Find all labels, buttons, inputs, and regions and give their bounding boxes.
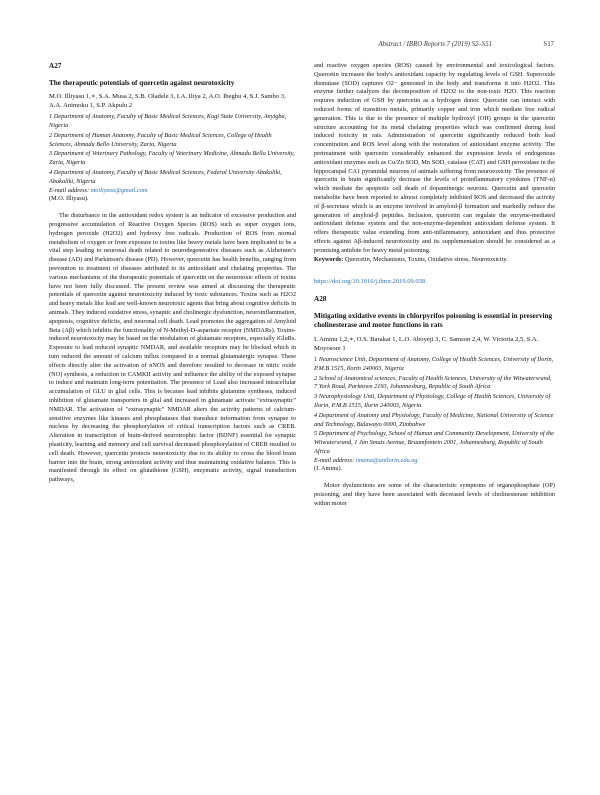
affiliation: 3 Department of Veterinary Pathology, Faculty of Veterinary Medicine, Ahmadu Bello University, Zaria, Nigeria [49,150,295,167]
corresponding-author: (M.O. Illiyasu). [49,195,89,203]
email-line [49,187,296,196]
page-number: S17 [543,41,554,48]
abstract-body: The disturbance in the antioxidant redox system is an indicator of excessive production and progressive accumulation of Reactive Oxygen Species (ROS) such as super oxygen ions, hydrogen peroxide (H2O2) and hydroxy free radicals. Production of ROS from normal metabolism of oxygen or from exposure to toxins like heavy metals have been implicated to be a vital step leading to neuronal death related to neurodegenerative diseases such as Alzheimer's disease (AD) and Parkinson's disease (PD). However, quercetin has health benefits, ranging from prevention to treatment of diseases attributed to its antioxidant and chelating properties. The various mechanisms of the therapeutic potentials of quercetin on the neurotoxic effects of toxins have not been fully discussed. The present review was aimed at discussing the therapeutic potentials of quercetin against neurotoxicity induced by toxic substances. Toxins such as H2O2 and heavy metals like lead are well-known neurotoxic agents that bring about cognitive deficits in animals. They induced oxidative stress, synaptic and cholinergic dysfunction, neuroinflammation, apoptosis, cognitive deficits, and neuronal cell death. Lead promotes the aggregation of Amyloid Beta (Aβ) which inhibits the functionality of N-Methyl-D-aspartate receptor (NMDARs). Toxins-induced neurotoxicity may be based on the modulation of glutamate receptors, especially iGluRs. Exposure to lead reduced synaptic NMDAR, and available receptors may be blocked which in turn reduced the amount of calcium influx compared to a normal glutamatergic synapse. These effects directly alter the activation of nNOS and therefore resulted to decrease in nitric oxide (NO) synthesis, a reduction in CAMKII activity and influence the ability of the exposed synapse to induce and maintain long-term potentiation. The presence of Lead also increased intracellular accumulation of GLU in glial cells. This is because lead inhibits glutamine syntheses, induced inhibition of glutamate transporters in glial and increased in glutamate activate "extrasynaptic" NMDAR. The activation of "extrasynaptic" NMDAR alters the activity patterns of calcium-sensitive enzymes like kinases and phosphatases that transduce information from synapse to nucleus by decreasing the phosphorylation of critical transcription factors such as CREB. Alteration in transcription of brain-derived neurotrophic factor (BDNF) essential for synaptic plasticity, learning and memory and cell survival decreased phosphorylation of CREB resulted to cell death. However, quercetin protects neurotoxicity due to its ability to cross the blood brain barrier into the brain, strong antioxidant activity and thus maintaining oxidative balance. This is manifested through its effect on glutathione (GSH), enzymatic activity, signal transduction pathways, [49,212,296,484]
email-link[interactable]: moiliyasu@gmail.com [90,186,148,194]
left-column [49,62,296,485]
email-label: E-mail address: [314,456,356,464]
right-column [314,62,555,509]
affiliation: 4 Department of Anatomy, Faculty of Basic Medical Sciences, Federal University Abakaliki, Abakaliki, Nigeria [49,169,282,185]
abstract-code: A28 [314,295,327,304]
abstract-code: A27 [49,62,62,70]
doi-link[interactable]: https://doi.org/10.1016/j.ibror.2019.09.038 [314,278,426,286]
affiliation: 2 Department of Human Anatomy, Faculty of Basic Medical Sciences, College of Health Sciences, Ahmadu Bello University, Zaria, Nigeria [49,131,272,148]
email-link[interactable]: imama@unilorin.edu.ng [355,456,418,464]
affiliation: 5 Department of Psychology, School of Human and Community Development, University of the Witwatersrand, 1 Jan Smuts Avenue, Braamfontein 2001, Johannesburg, Republic of South Africa [314,430,554,455]
affiliation: 2 School of Anatomical sciences, Faculty of Health Sciences, University of the Witwatersrand, 7 York Road, Parktown 2193, Johannesburg, Republic of South Africa [314,374,552,391]
author-list: I. Aminu 1,2,∗, O.S. Barakat 1, L.O. Aboyeji 3, C. Samson 2,4, W. Victoria 2,5, S.A. Moyosore 1 [314,335,539,352]
affiliation: 3 Neurophysiology Unit, Department of Physiology, College of Health Sciences, University of Ilorin, P.M.B 1515, Ilorin 240003, Nigeria [314,393,551,409]
abstract-title: The therapeutic potentials of quercetin against neurotoxicity [49,78,235,87]
abstract-body: Motor dysfunctions are some of the characteristic symptoms of organophosphate (OP) poisoning, and they have been associated with decreased levels of cholinesterase inhibition within motor [314,482,555,507]
email-label: E-mail address: [49,186,91,194]
author-list: M.O. Illiyasu 1,∗, S.A. Musa 2, S.B. Oladele 3, I.A. Iliya 2, A.O. Ibegbu 4, S.J. Sambo 3, A.A. Animoku 1, S.P. Akpulu 2 [49,93,286,110]
abstract-title: Mitigating oxidative events in chlorpyrifos poisoning is essential in preserving cholinesterase and motor functions in rats [314,311,553,330]
affiliation: 1 Department of Anatomy, Faculty of Basic Medical Sciences, Kogi State University, Anyigba, Nigeria [49,113,287,130]
keywords-label: Keywords: [314,255,344,263]
running-header [49,41,554,55]
affiliation: 4 Department of Anatomy and Physiology, Faculty of Medicine, National University of Science and Technology, Bulawayo 0000, Zimbabwe [314,411,554,428]
journal-citation: Abstract / IBRO Reports 7 (2019) S2–S51 [378,41,492,48]
abstract-body-continued: and reactive oxygen species (ROS) caused by environmental and toxicological factors. Quercetin increases the body's antioxidant capacity by regulating levels of GSH. Superoxide dismutase (SOD) captures O2− generated in the body and transforms it into H2O2. This enzyme further catalyzes the decomposition of H2O2 to the non-toxic H2O. This reaction requires induction of GSH by quercetin as a hydrogen donor. Quercetin can interact with reduced forms of transition metals, primarily copper and iron which mediate free radical generation. This is due to the presence of multiple hydroxyl (OH) groups in the quercetin structure accounting for its metal chelating properties which was confirmed during lead induced toxicity in rats. Administration of quercetin significantly reduced both lead concentration and ROS level along with the restoration of antioxidant enzyme activity. The pretreatment with quercetin considerably enhanced the expression levels of endogenous antioxidant enzymes such as Cu/Zn SOD, Mn SOD, catalase (CAT) and GSH peroxidase in the hippocampal CA1 pyramidal neurons of animals suffering from neurotoxicity. The presence of quercetin in brain significantly decrease the levels of proinflammatory cytokines (TNF-α) which mediate the apoptotic cell death of dopaminergic neurons. Quercetin and quercetin metabolite have been reported to almost completely inhibited ROS and decreased the activity of β-secretase which is an enzyme involved in amyloid-β formation and markedly reduce the generation of amyloid-β peptides. Inclusion, quercetin can regulate the enzyme-mediated antioxidant defense system and the non-enzyme-dependent antioxidant defense system. It offers therapeutic value extending from anti-inflammatory, antioxidant and thus protective effects against Aβ-induced neurotoxicity and its supplementation should be considered as a promising antidote for heavy metal poisoning. [314,62,555,254]
affiliation: 1 Neuroscience Unit, Department of Anatomy, College of Health Sciences, University of Ilorin, P.M.B 1515, Ilorin 240003, Nigeria [314,355,554,372]
corresponding-author: (I. Aminu). [314,465,343,473]
doi-line [314,278,555,287]
keywords [314,256,555,265]
keywords-text: Quercetin, Mechanisms, Toxins, Oxidative stress, Neurotoxicity. [343,255,508,263]
email-line [314,457,555,466]
